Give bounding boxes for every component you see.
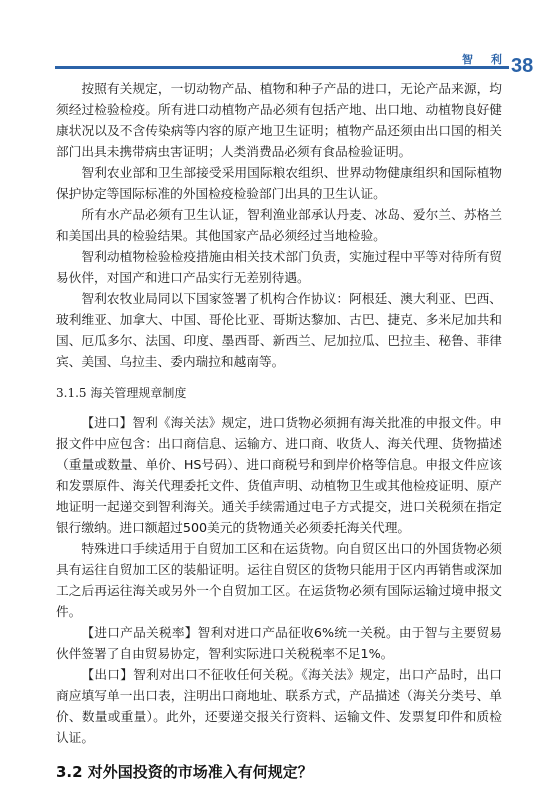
subsection-heading: 3.1.5 海关管理规章制度 bbox=[56, 386, 187, 400]
paragraph: 智利动植物检验检疫措施由相关技术部门负责，实施过程中平等对待所有贸易伙伴，对国产和进口产品实行无差别待遇。 bbox=[56, 249, 502, 285]
page-number: 38 bbox=[511, 55, 534, 77]
paragraph: 特殊进口手续适用于自贸加工区和在运货物。向自贸区出口的外国货物必须具有运往自贸加工区的装船证明。运往自贸区的货物只能用于区内再销售或深加工之后再运往海关或另外一个自贸加工区。在运货物必须有国际运输过境申报文件。 bbox=[56, 541, 502, 619]
page-body bbox=[56, 78, 502, 783]
paragraph: 【进口】智利《海关法》规定，进口货物必须拥有海关批准的申报文件。申报文件中应包含：出口商信息、运输方、进口商、收货人、海关代理、货物描述（重量或数量、单价、HS号码）、进口商税号和到岸价格等信息。申报文件应该和发票原件、海关代理委托文件、货值声明、动植物卫生或其他检疫证明、原产地证明一起递交到智利海关。通关手续需通过电子方式提交，进口关税须在指定银行缴纳。进口额超过500美元的货物通关必须委托海关代理。 bbox=[56, 415, 502, 535]
header-rule bbox=[55, 66, 509, 69]
paragraph: 【进口产品关税率】智利对进口产品征收6%统一关税。由于智与主要贸易伙伴签署了自由贸易协定，智利实际进口关税税率不足1%。 bbox=[56, 625, 502, 661]
paragraph: 智利农牧业局同以下国家签署了机构合作协议：阿根廷、澳大利亚、巴西、玻利维亚、加拿大、中国、哥伦比亚、哥斯达黎加、古巴、捷克、多米尼加共和国、厄瓜多尔、法国、印度、墨西哥、新西兰、尼加拉瓜、巴拉圭、秘鲁、菲律宾、美国、乌拉圭、委内瑞拉和越南等。 bbox=[56, 291, 502, 369]
paragraph: 智利农业部和卫生部接受采用国际粮农组织、世界动物健康组织和国际植物保护协定等国际标准的外国检疫检验部门出具的卫生认证。 bbox=[56, 165, 502, 201]
paragraph: 按照有关规定，一切动物产品、植物和种子产品的进口，无论产品来源，均须经过检验检疫。所有进口动植物产品必须有包括产地、出口地、动植物良好健康状况以及不含传染病等内容的原产地卫生证明；植物产品还须由出口国的相关部门出具未携带病虫害证明；人类消费品必须有食品检验证明。 bbox=[56, 81, 502, 159]
running-header-label: 智 利 bbox=[462, 53, 509, 66]
paragraph: 【出口】智利对出口不征收任何关税。《海关法》规定，出口产品时，出口商应填写单一出口表，注明出口商地址、联系方式，产品描述（海关分类号、单价、数量或重量）。此外，还要递交报关行资料、运输文件、发票复印件和质检认证。 bbox=[56, 667, 502, 745]
section-heading: 3.2 对外国投资的市场准入有何规定？ bbox=[56, 763, 313, 781]
paragraph: 所有水产品必须有卫生认证，智利渔业部承认丹麦、冰岛、爱尔兰、苏格兰和美国出具的检验结果。其他国家产品必须经过当地检验。 bbox=[56, 207, 502, 243]
